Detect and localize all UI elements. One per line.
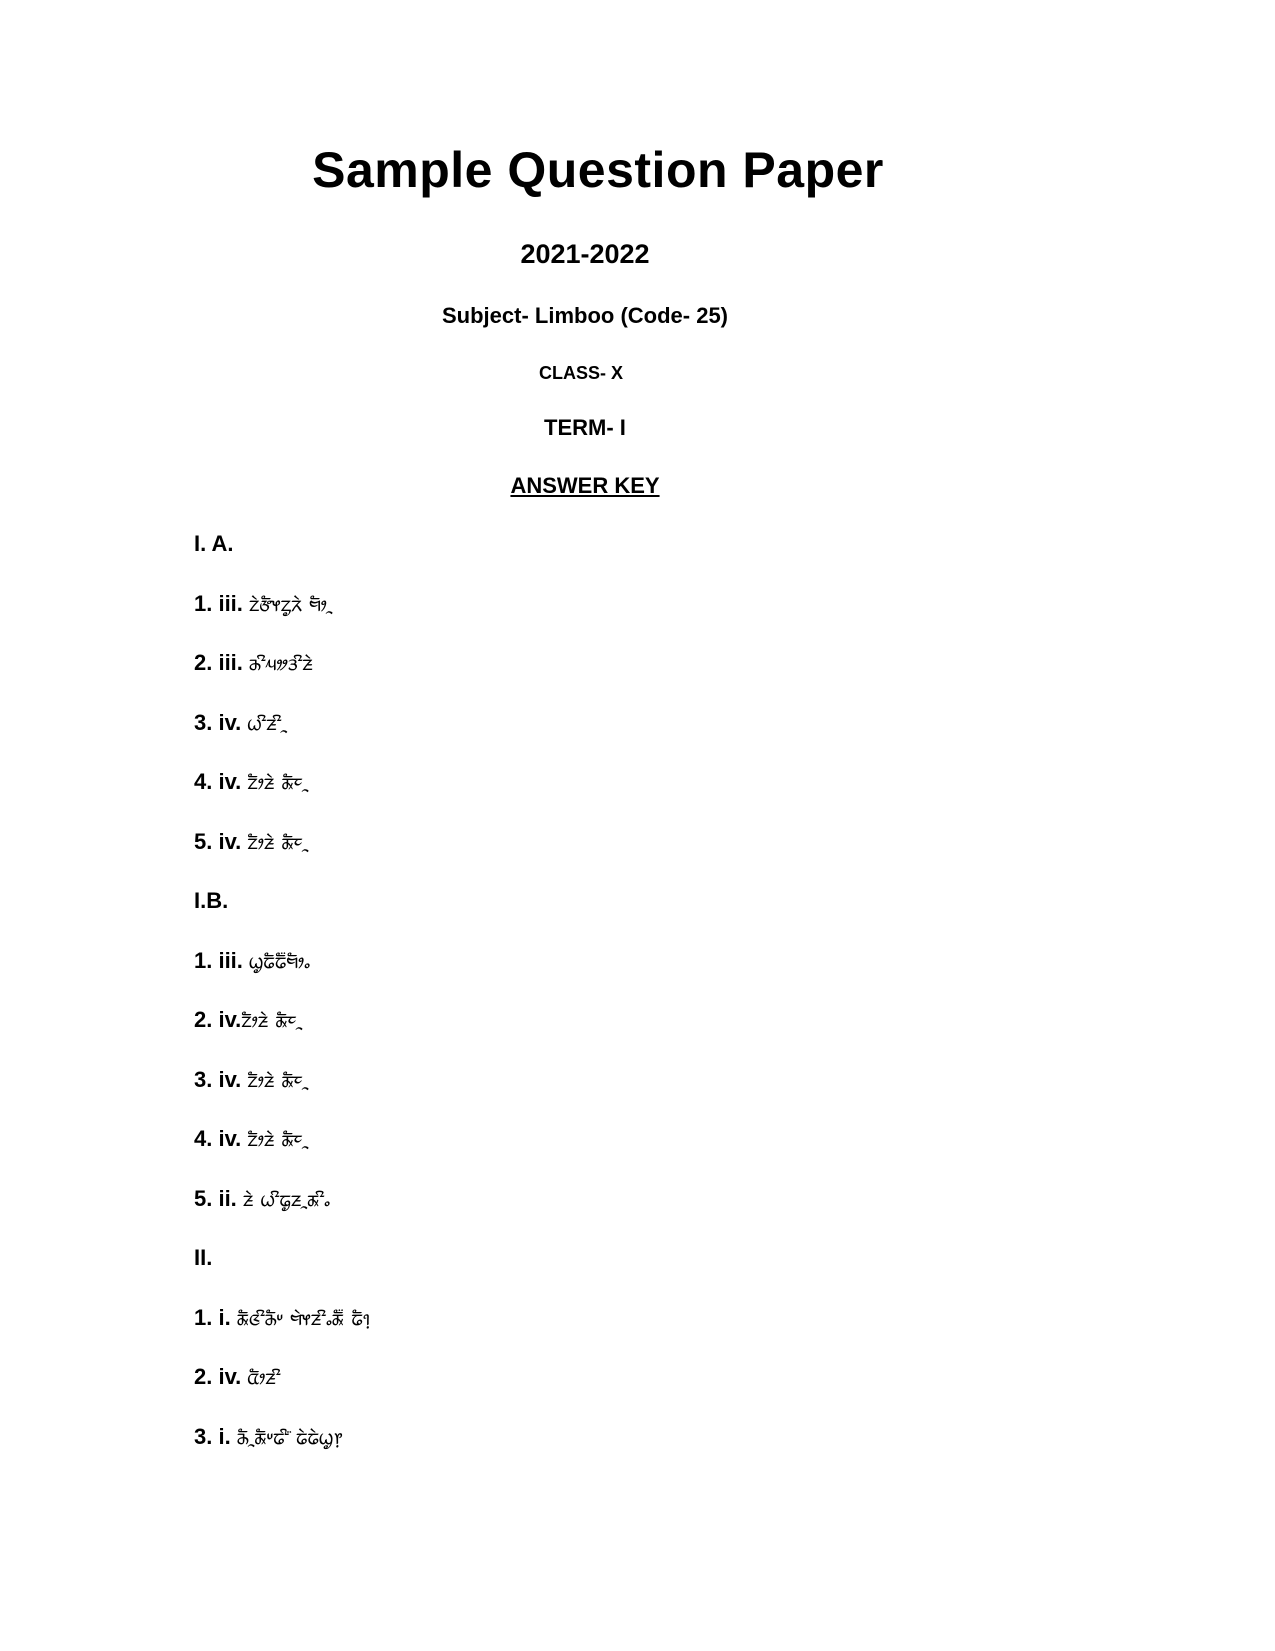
answer-text: ᤌᤡᤘᤤᤋᤡᤏᤧ: [249, 651, 313, 676]
answer-number: 3. iv.: [194, 709, 242, 735]
section-label: II.: [194, 1245, 213, 1270]
academic-year: 2021-2022: [520, 239, 650, 269]
answer-text: ᤐᤡᤏᤡᤳ: [247, 710, 288, 736]
answer-text: ᤂᤥᤏᤡ: [247, 1365, 281, 1390]
answer-number: 1. iii.: [194, 590, 243, 616]
answer-number: 4. iv.: [194, 769, 242, 794]
answer-number: 4. iv.: [194, 1126, 248, 1151]
answer-number: 2. iv.: [194, 1007, 242, 1032]
section-heading: [194, 1243, 370, 1303]
answer-text: ᤁᤥᤏᤧ ᤊᤠᤰᤳ: [247, 1127, 309, 1152]
answer-number: 2. iv.: [194, 1364, 242, 1389]
answer-item: [194, 827, 370, 887]
answer-text: ᤁᤥᤏᤧ ᤊᤠᤰᤳ: [247, 770, 309, 795]
answer-number: 2. iii.: [194, 650, 243, 675]
answer-text: ᤐᤢᤒᤠᤒᤠ᤺ᤗᤥᤱ: [249, 948, 310, 974]
answer-item: [194, 1065, 370, 1125]
answer-item: [194, 708, 370, 768]
answer-list: [194, 529, 370, 1481]
answer-item: [194, 648, 370, 708]
answer-number: 5. ii.: [194, 1185, 237, 1211]
answer-item: [194, 1422, 370, 1482]
answer-item: [194, 767, 370, 827]
answer-text: ᤁᤥᤏᤧ ᤊᤠᤰᤳ: [241, 1008, 303, 1033]
subject-line: Subject- Limboo (Code- 25): [442, 303, 728, 328]
answer-number: 3. i.: [194, 1423, 231, 1449]
answer-text: ᤁᤥᤏᤧ ᤊᤠᤰᤳ: [247, 829, 309, 855]
answer-item: [194, 1184, 370, 1244]
section-heading: [194, 529, 370, 589]
answer-item: [194, 1005, 370, 1065]
answer-number: 3. iv.: [194, 1066, 242, 1092]
answer-item: [194, 946, 370, 1006]
answer-text: ᤁᤥᤏᤧ ᤊᤠᤰᤳ: [247, 1067, 309, 1093]
answer-number: 1. iii.: [194, 947, 243, 973]
answer-item: [194, 589, 370, 649]
answer-item: [194, 1303, 370, 1363]
answer-item: [194, 1124, 370, 1184]
section-label: I. A.: [194, 531, 234, 556]
section-label: I.B.: [194, 888, 229, 913]
answer-number: 1. i.: [194, 1304, 231, 1330]
answer-item: [194, 1362, 370, 1422]
answer-text: ᤌᤠᤳᤊᤠᤸᤒᤡ᤺ ᤒᤧᤒᤧᤐᤢ᥅: [236, 1424, 343, 1450]
answer-text: ᤁᤧᤅᤠᤶᤁᤢᤖᤧ ᤗᤥᤳ: [249, 591, 333, 617]
answer-text: ᤊᤠᤜᤡᤌᤠᤸ ᤗᤧᤶᤏᤡᤱᤊᤠ᤺ ᤒᤠ᥄: [236, 1305, 371, 1331]
class-line: CLASS- X: [538, 363, 623, 383]
term-line: TERM- I: [544, 415, 626, 440]
answer-number: 5. iv.: [194, 828, 242, 854]
answer-key-heading: ANSWER KEY: [510, 473, 660, 498]
section-heading: [194, 886, 370, 946]
page-title: Sample Question Paper: [312, 142, 884, 198]
answer-text: ᤏᤧ ᤐᤡᤒᤢᤏᤳᤊᤡᤱ: [242, 1186, 331, 1212]
